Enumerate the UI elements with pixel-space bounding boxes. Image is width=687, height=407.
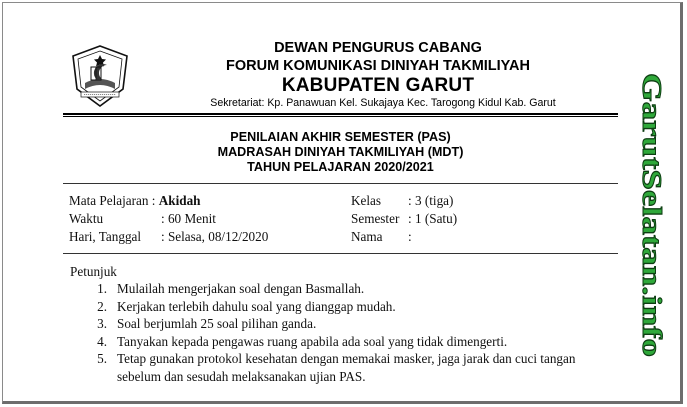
- secretariat-address: Sekretariat: Kp. Panawuan Kel. Sukajaya Kec. Tarogong Kidul Kab. Garut: [210, 97, 556, 109]
- list-item: [70, 315, 590, 333]
- time-label: Waktu: [69, 211, 104, 226]
- letterhead: [168, 39, 588, 97]
- site-watermark: [631, 69, 671, 361]
- organization-emblem-icon: [67, 43, 133, 109]
- date-value: : Selasa, 08/12/2020: [161, 229, 269, 244]
- document-page: [2, 2, 683, 404]
- list-item-number: 4.: [97, 333, 107, 349]
- list-item: [70, 333, 590, 351]
- header-divider-thick: [63, 113, 618, 115]
- class-label: Kelas: [351, 193, 382, 208]
- subject-row: [69, 192, 201, 209]
- list-item: [70, 280, 590, 298]
- semester-label: Semester: [351, 211, 400, 226]
- class-value: : 3 (tiga): [408, 193, 454, 208]
- subject-value: Akidah: [158, 193, 201, 208]
- instructions-title: Petunjuk: [70, 264, 117, 279]
- list-item-number: 5.: [97, 351, 107, 366]
- exam-title-line-1: PENILAIAN AKHIR SEMESTER (PAS): [230, 130, 451, 144]
- watermark-text: GarutSelatan.info: [637, 73, 667, 281]
- list-item-number: 3.: [97, 316, 107, 331]
- semester-value: : 1 (Satu): [408, 211, 458, 226]
- header-line-1: DEWAN PENGURUS CABANG: [274, 40, 482, 56]
- exam-title: [63, 130, 618, 175]
- list-item-text: Soal berjumlah 25 soal pilihan ganda.: [117, 316, 317, 331]
- info-divider-bottom: [63, 253, 618, 254]
- list-item-number: 1.: [97, 281, 107, 296]
- instructions-list: [70, 280, 590, 385]
- exam-title-line-2: MADRASAH DINIYAH TAKMILIYAH (MDT): [217, 145, 464, 159]
- subject-label: Mata Pelajaran :: [69, 193, 159, 208]
- list-item-number: 2.: [97, 298, 107, 314]
- list-item-text: Mulailah mengerjakan soal dengan Basmallah.: [117, 281, 365, 296]
- name-label: Nama: [351, 229, 383, 244]
- time-value: : 60 Menit: [161, 211, 216, 226]
- header-line-2: FORUM KOMUNIKASI DINIYAH TAKMILIYAH: [226, 58, 530, 74]
- list-item: [70, 350, 590, 385]
- list-item-text: Tanyakan kepada pengawas ruang apabila ada soal yang tidak dimengerti.: [117, 333, 508, 349]
- exam-title-line-3: TAHUN PELAJARAN 2020/2021: [247, 160, 434, 174]
- date-label: Hari, Tanggal: [69, 229, 142, 244]
- header-line-3: KABUPATEN GARUT: [281, 75, 475, 96]
- header-divider-thin: [63, 116, 618, 117]
- list-item-text: Tetap gunakan protokol kesehatan dengan memakai masker, jaga jarak dan cuci tangan sebelum dan sesudah melaksanakan ujian PAS.: [117, 351, 576, 384]
- list-item-text: Kerjakan terlebih dahulu soal yang dianggap mudah.: [117, 298, 396, 314]
- name-value: :: [408, 229, 412, 244]
- list-item: [70, 298, 590, 316]
- info-divider-top: [63, 183, 618, 184]
